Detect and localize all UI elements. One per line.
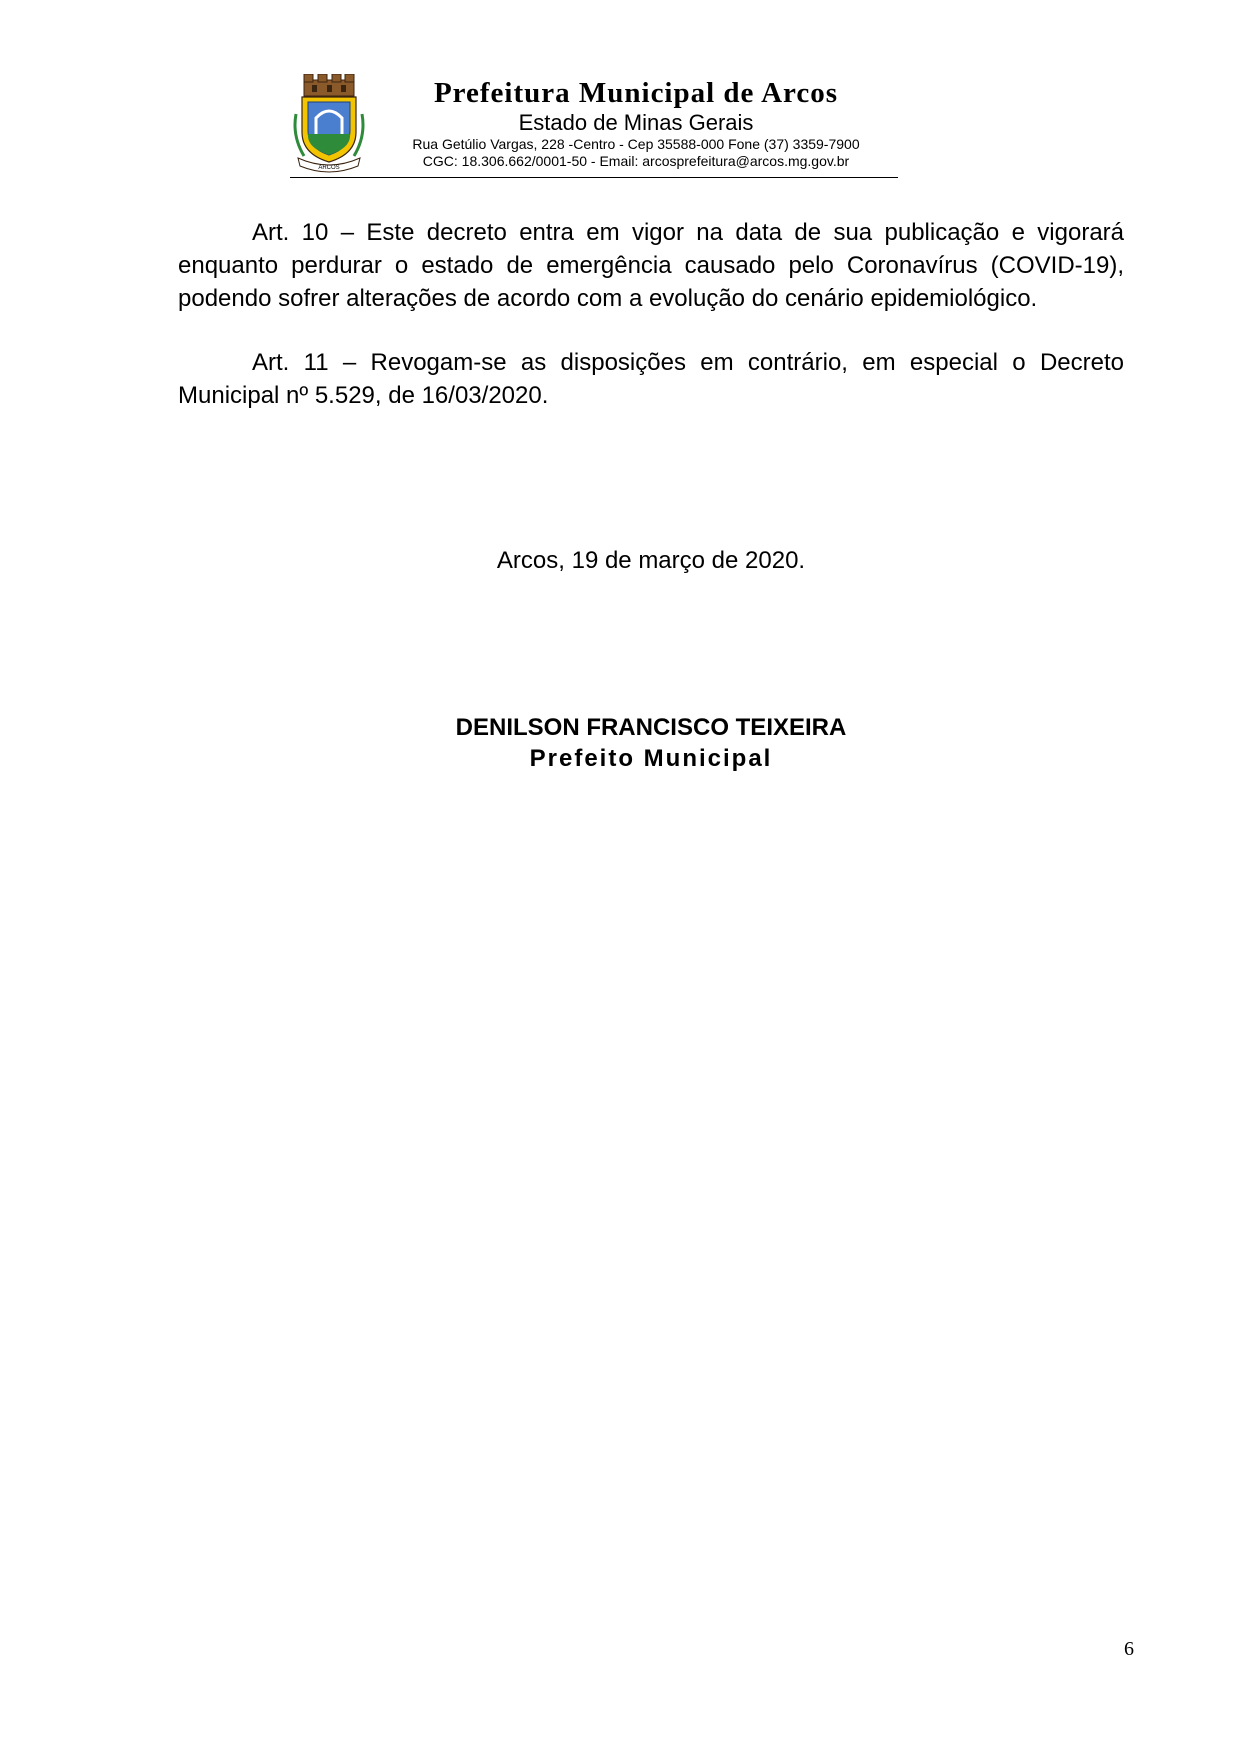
article-11: Art. 11 – Revogam-se as disposições em contrário, em especial o Decreto Municipal nº 5.529, de 16/03/2020.	[178, 349, 1124, 409]
letterhead-text	[374, 74, 898, 170]
signatory-role: Prefeito Municipal	[529, 745, 773, 772]
page-number: 6	[1124, 1638, 1134, 1660]
letterhead	[290, 74, 898, 178]
signatory-name: DENILSON FRANCISCO TEIXEIRA	[455, 714, 847, 741]
decree-body	[178, 216, 1124, 443]
date-line: Arcos, 19 de março de 2020.	[496, 547, 806, 574]
signature-block	[178, 712, 1124, 774]
org-cgc-email: CGC: 18.306.662/0001-50 - Email: arcosprefeitura@arcos.mg.gov.br	[422, 153, 850, 169]
org-title: Prefeitura Municipal de Arcos	[433, 77, 839, 109]
org-state: Estado de Minas Gerais	[518, 110, 754, 135]
org-address: Rua Getúlio Vargas, 228 -Centro - Cep 35588-000 Fone (37) 3359-7900	[412, 136, 860, 152]
municipal-crest-icon	[290, 74, 368, 174]
crest-ribbon-text: ARCOS	[318, 165, 340, 171]
letterhead-divider	[290, 177, 898, 178]
article-10: Art. 10 – Este decreto entra em vigor na data de sua publicação e vigorará enquanto perdurar o estado de emergência causado pelo Coronavírus (COVID-19), podendo sofrer alterações de acordo com a evolução do cenário epidemiológico.	[178, 219, 1124, 312]
